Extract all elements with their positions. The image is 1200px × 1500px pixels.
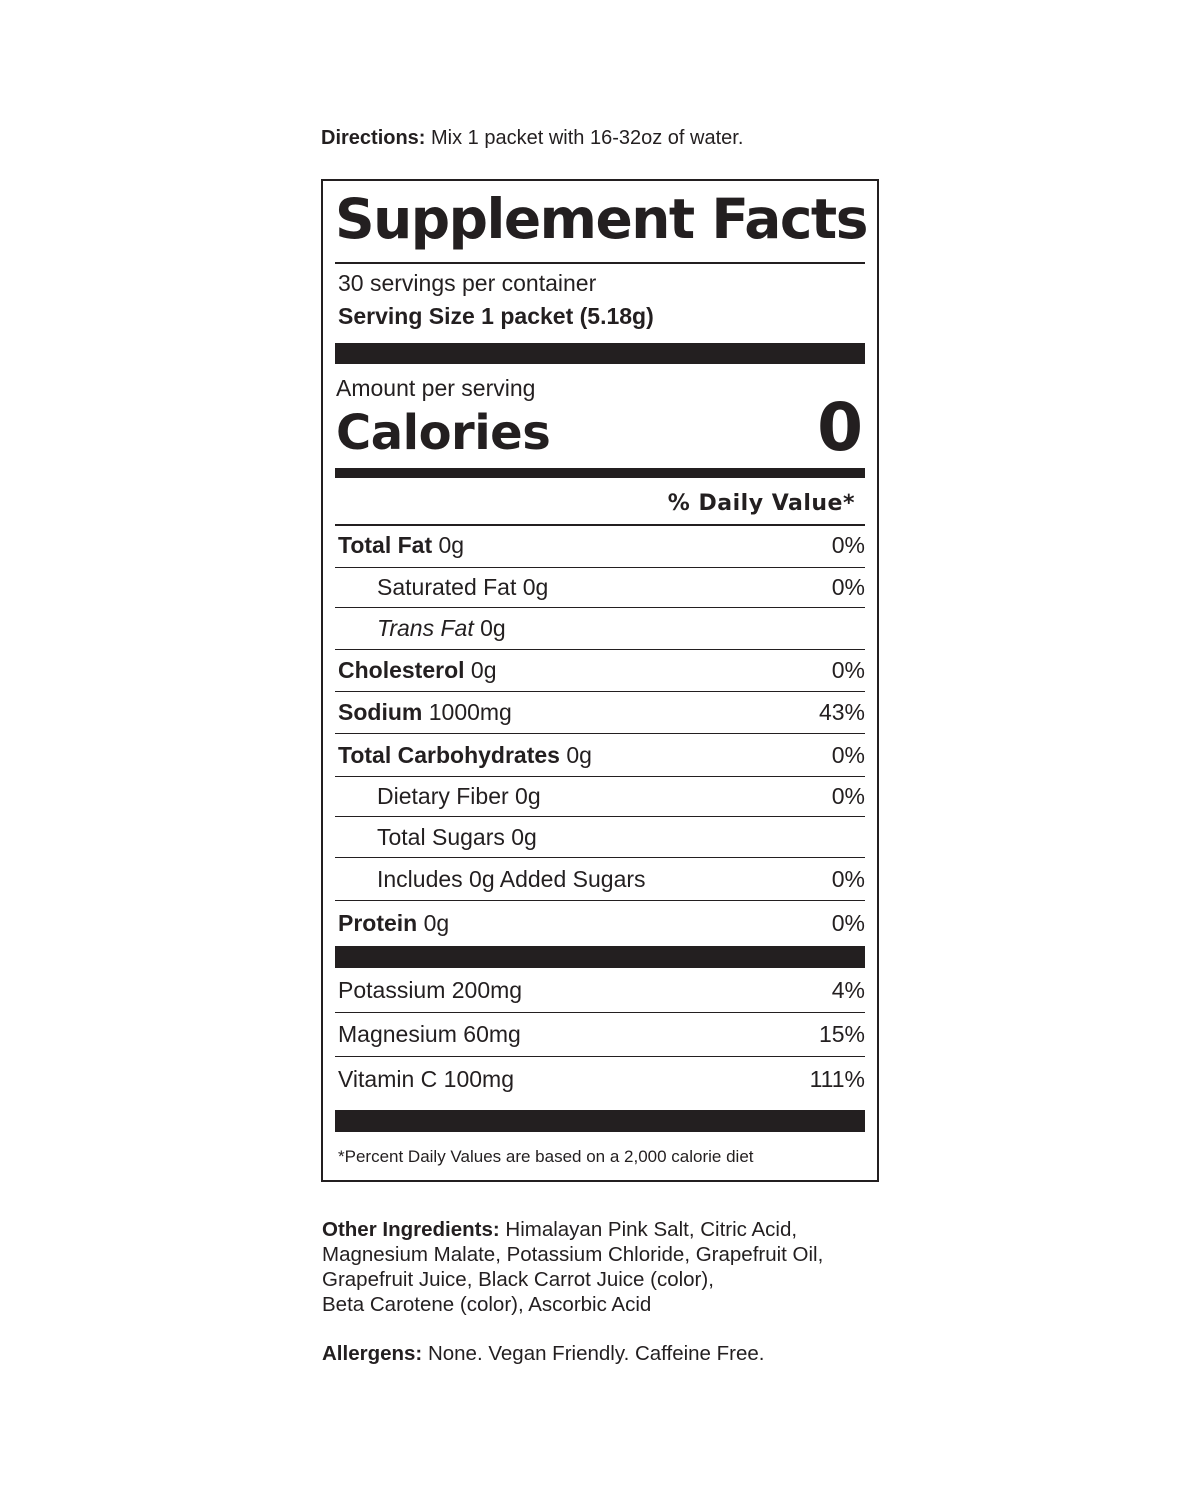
footnote: *Percent Daily Values are based on a 2,000 calorie diet bbox=[338, 1147, 754, 1166]
nutrient-dv: 0% bbox=[831, 657, 865, 683]
nutrient-name: Total Fat bbox=[338, 532, 433, 558]
mineral-dv: 4% bbox=[831, 977, 865, 1003]
nutrient-name: Saturated Fat 0g bbox=[377, 574, 549, 600]
thick-divider-3 bbox=[335, 946, 865, 968]
amount-per-serving: Amount per serving bbox=[336, 375, 536, 401]
servings-per-container: 30 servings per container bbox=[338, 270, 597, 296]
calories-label: Calories bbox=[336, 405, 551, 461]
nutrient-amount: 0g bbox=[464, 657, 497, 683]
ingredients-line: Himalayan Pink Salt, Citric Acid, bbox=[499, 1218, 798, 1241]
nutrient-amount: 0g bbox=[432, 532, 465, 558]
nutrient-row bbox=[335, 858, 865, 901]
nutrient-row bbox=[335, 608, 865, 650]
nutrient-name: Protein bbox=[338, 909, 418, 936]
nutrient-dv: 0% bbox=[831, 574, 865, 600]
allergens bbox=[322, 1342, 765, 1366]
thick-divider-2 bbox=[335, 468, 865, 478]
nutrient-row bbox=[335, 734, 865, 777]
nutrient-dv: 0% bbox=[831, 741, 865, 768]
nutrient-name: Trans Fat bbox=[377, 615, 474, 641]
nutrient-name: Cholesterol bbox=[338, 657, 465, 683]
allergens-label: Allergens: bbox=[322, 1342, 423, 1365]
nutrient-row bbox=[335, 777, 865, 817]
serving-size: Serving Size 1 packet (5.18g) bbox=[338, 303, 654, 329]
nutrient-dv: 0% bbox=[831, 783, 865, 809]
mineral-name: Magnesium 60mg bbox=[338, 1021, 521, 1047]
nutrient-amount: 1000mg bbox=[422, 699, 512, 725]
allergens-text: None. Vegan Friendly. Caffeine Free. bbox=[422, 1342, 765, 1365]
mineral-name: Potassium 200mg bbox=[338, 977, 523, 1003]
nutrient-dv: 0% bbox=[831, 909, 865, 936]
nutrient-list bbox=[335, 524, 865, 945]
nutrient-dv: 43% bbox=[818, 699, 865, 725]
thick-divider-4 bbox=[335, 1110, 865, 1132]
calories-value: 0 bbox=[817, 389, 863, 466]
mineral-row bbox=[335, 1013, 865, 1057]
ingredients-line: Magnesium Malate, Potassium Chloride, Grapefruit Oil, bbox=[322, 1243, 824, 1266]
nutrient-dv: 0% bbox=[831, 865, 865, 892]
nutrient-name: Includes 0g Added Sugars bbox=[377, 865, 646, 892]
nutrient-dv: 0% bbox=[831, 532, 865, 558]
mineral-row bbox=[335, 969, 865, 1013]
nutrient-amount: 0g bbox=[559, 741, 592, 768]
nutrient-row bbox=[335, 568, 865, 608]
mineral-name: Vitamin C 100mg bbox=[338, 1065, 514, 1092]
mineral-dv: 111% bbox=[809, 1065, 865, 1092]
nutrient-name: Sodium bbox=[338, 699, 423, 725]
directions-label: Directions: bbox=[321, 127, 426, 149]
directions bbox=[321, 127, 743, 150]
supplement-facts-panel bbox=[321, 179, 879, 1182]
nutrient-name: Dietary Fiber 0g bbox=[377, 783, 541, 809]
thick-divider-1 bbox=[335, 343, 865, 364]
nutrient-row bbox=[335, 901, 865, 945]
mineral-dv: 15% bbox=[818, 1021, 865, 1047]
nutrient-row bbox=[335, 524, 865, 568]
nutrient-amount: 0g bbox=[417, 909, 450, 936]
mineral-list bbox=[335, 969, 865, 1101]
ingredients-line: Grapefruit Juice, Black Carrot Juice (color), bbox=[322, 1268, 714, 1291]
nutrient-amount: 0g bbox=[473, 615, 506, 641]
facts-title: Supplement Facts bbox=[335, 187, 867, 251]
mineral-row bbox=[335, 1057, 865, 1101]
title-divider bbox=[335, 262, 865, 264]
other-ingredients bbox=[322, 1217, 882, 1317]
directions-text: Mix 1 packet with 16-32oz of water. bbox=[425, 127, 744, 149]
other-ingredients-label: Other Ingredients: bbox=[322, 1218, 500, 1241]
ingredients-line: Beta Carotene (color), Ascorbic Acid bbox=[322, 1293, 652, 1316]
nutrient-row bbox=[335, 650, 865, 692]
nutrient-name: Total Carbohydrates bbox=[338, 741, 560, 768]
daily-value-header: % Daily Value* bbox=[667, 491, 855, 516]
nutrient-row bbox=[335, 692, 865, 734]
nutrient-row bbox=[335, 817, 865, 858]
nutrient-name: Total Sugars 0g bbox=[377, 823, 537, 850]
